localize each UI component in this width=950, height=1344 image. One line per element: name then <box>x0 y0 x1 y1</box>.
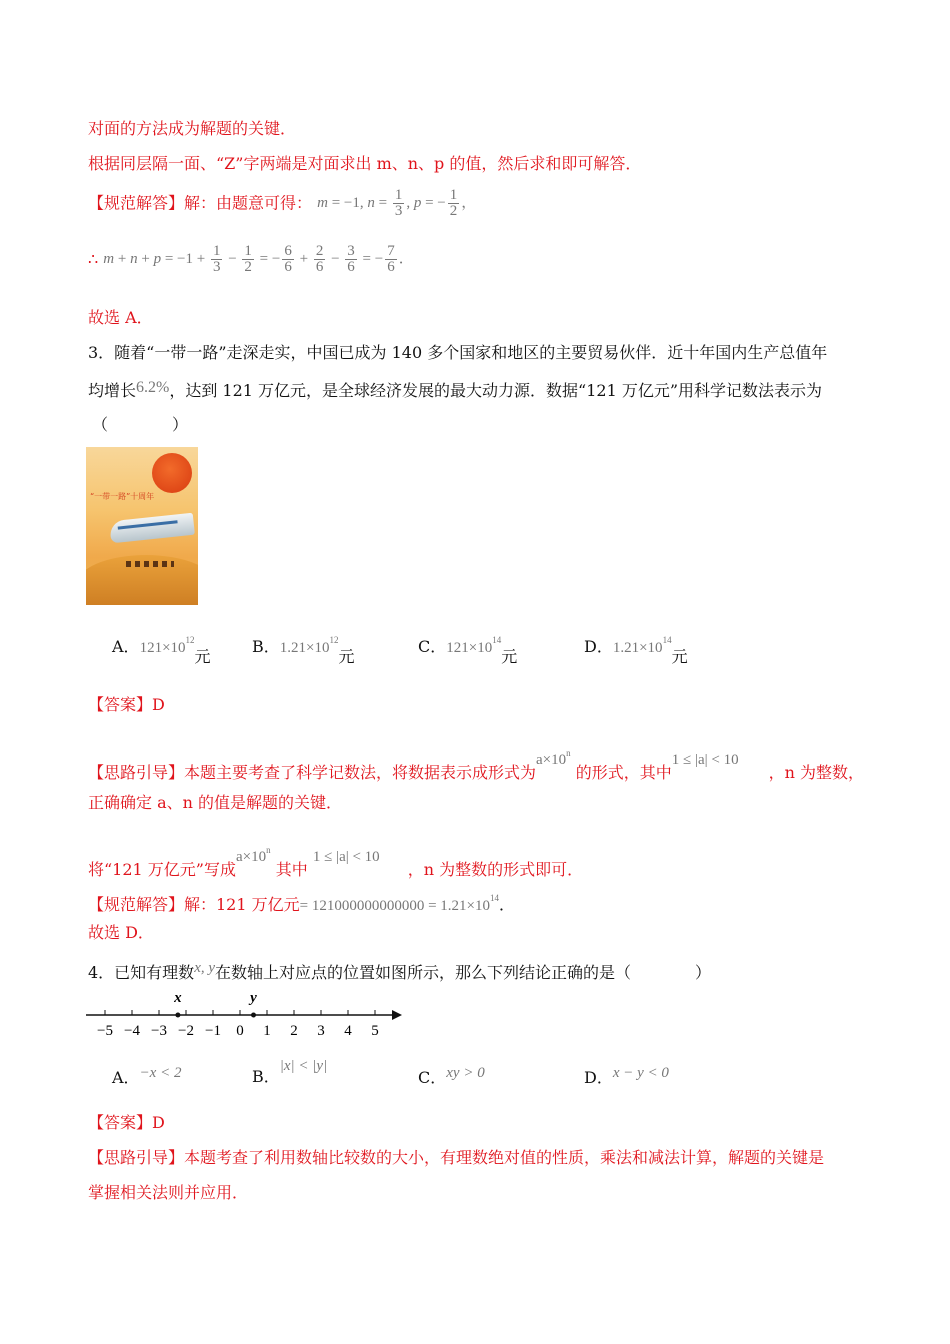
q3-option-c: C．$121\times 10^{14}$元 <box>418 635 518 666</box>
tick-label: 5 <box>371 1023 379 1039</box>
tick-label: 4 <box>344 1023 352 1039</box>
q3-stem-line1: 3．随着“一带一路”走深走实，中国已成为 140 多个国家和地区的主要贸易伙伴．近十年国内生产总值年 <box>88 343 828 362</box>
solution-label: 【规范解答】解：由题意可得： <box>88 193 313 213</box>
solution-values: m = −1, n = $\frac{1}{3}$ , p = − $\frac{1}{2}$ ， <box>317 187 477 219</box>
tick-label: −4 <box>124 1023 140 1039</box>
tick-label: 1 <box>263 1023 271 1039</box>
q3-option-b: B．$1.21\times 10^{12}$元 <box>252 635 355 666</box>
q4-stem: 4．已知有理数x, y在数轴上对应点的位置如图所示，那么下列结论正确的是（ ） <box>88 960 712 982</box>
q3-solution: 【规范解答】解：121 万亿元= $121000000000000 = 1.21\times 10^{14}$． <box>88 893 516 914</box>
intro-therefore: ∴ m + n + p = −1 + $\frac{1}{3}$ − $\frac{1}{2}$ = − $\frac{6}{6}$ + $\frac{2}{6}$ − $\frac{3}{6}$ = − $\frac{7}{6}$ ． <box>88 243 414 275</box>
q3-answer: 【答案】D <box>88 695 165 714</box>
q3-rate: 6.2% <box>136 379 170 396</box>
q3-choose: 故选 D． <box>88 923 154 942</box>
q3-hint-line3: 将“121 万亿元”写成$a\times 10^n$ 其中 1 ≤ |a| < 10，n 为整数的形式即可． <box>88 845 584 879</box>
intro-choose: 故选 A． <box>88 308 153 327</box>
belt-road-poster-image <box>86 447 198 605</box>
tick-label: 2 <box>290 1023 298 1039</box>
q3-hint-line1: 【思路引导】本题主要考查了科学记数法，将数据表示成形式为$a\times 10^n$ 的形式，其中1 ≤ |a| < 10，n 为整数， <box>88 748 865 782</box>
q3-option-d: D．$1.21\times 10^{14}$元 <box>584 635 688 666</box>
tick-label: −2 <box>178 1023 194 1039</box>
q3-hint-line2: 正确确定 a、n 的值是解题的关键． <box>88 793 343 812</box>
q3-stem-line2 <box>88 377 822 402</box>
q3-blank: （ ） <box>92 415 189 434</box>
intro-line-2-text: 根据同层隔一面、“Z”字两端是对面求出 m、n、p 的值，然后求和即可解答． <box>88 154 642 173</box>
q4-hint-line2: 掌握相关法则并应用． <box>88 1183 249 1202</box>
intro-line-1: 对面的方法成为解题的关键． <box>88 119 297 138</box>
train-graphic <box>109 513 195 544</box>
point-y-dot <box>251 1013 256 1018</box>
q4-option-d: D．x − y < 0 <box>584 1065 669 1087</box>
q4-option-a: A．−x < 2 <box>112 1065 182 1087</box>
q4-option-c: C．xy > 0 <box>418 1065 485 1087</box>
point-x-dot <box>175 1013 180 1018</box>
tick-label: −3 <box>151 1023 167 1039</box>
intro-solution <box>88 188 476 226</box>
tick-label: −1 <box>205 1023 221 1039</box>
point-y-label: y <box>250 990 257 1006</box>
number-line-diagram <box>86 988 406 1040</box>
sun-graphic <box>152 453 192 493</box>
tick-label: 0 <box>236 1023 244 1039</box>
q3-option-a: A．$121\times 10^{12}$元 <box>112 635 211 666</box>
tick-label: 3 <box>317 1023 325 1039</box>
q3-stem-text-b: ，达到 121 万亿元，是全球经济发展的最大动力源．数据“121 万亿元”用科学记数法表示为 <box>169 381 823 400</box>
q4-answer: 【答案】D <box>88 1113 165 1132</box>
tick-label: −5 <box>97 1023 113 1039</box>
point-x-label: x <box>174 990 182 1006</box>
poster-title: “一带一路”十周年 <box>90 492 155 501</box>
q4-hint-line1: 【思路引导】本题考查了利用数轴比较数的大小，有理数绝对值的性质，乘法和减法计算，解题的关键是 <box>88 1148 825 1167</box>
axis-arrow-icon <box>392 1010 402 1020</box>
q4-option-b: B．|x| < |y| <box>252 1058 328 1086</box>
camel-caravan-graphic <box>126 561 174 567</box>
intro-line-2 <box>88 153 641 175</box>
q3-stem-text-a: 均增长 <box>88 381 137 400</box>
